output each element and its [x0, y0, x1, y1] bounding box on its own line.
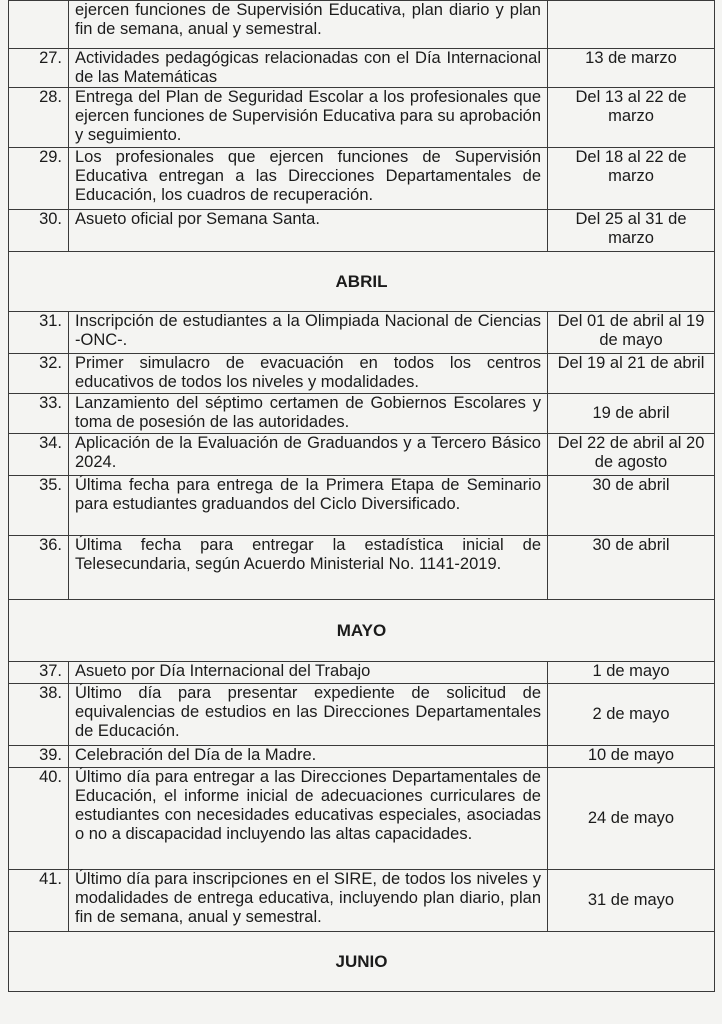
table-row	[9, 746, 715, 768]
row-number: 32.	[9, 354, 69, 394]
activity-date: Del 18 al 22 de marzo	[548, 148, 715, 210]
table-row	[9, 662, 715, 684]
activity-text: Inscripción de estudiantes a la Olimpiada Nacional de Ciencias -ONC-.	[69, 312, 548, 354]
table-row	[9, 148, 715, 210]
activity-date: Del 13 al 22 de marzo	[548, 88, 715, 148]
activity-date: 10 de mayo	[548, 746, 715, 768]
table-row	[9, 536, 715, 600]
activity-date: Del 19 al 21 de abril	[548, 354, 715, 394]
activities-table	[8, 0, 715, 992]
row-number: 37.	[9, 662, 69, 684]
activity-date: 1 de mayo	[548, 662, 715, 684]
row-number: 36.	[9, 536, 69, 600]
activity-text: Entrega del Plan de Seguridad Escolar a los profesionales que ejercen funciones de Supervisión Educativa para su aprobación y seguimiento.	[69, 88, 548, 148]
activity-text: Los profesionales que ejercen funciones de Supervisión Educativa entregan a las Direcciones Departamentales de Educación, los cuadros de recuperación.	[69, 148, 548, 210]
table-row	[9, 49, 715, 88]
activity-date: 19 de abril	[548, 394, 715, 434]
month-header-row	[9, 932, 715, 992]
table-row	[9, 434, 715, 476]
month-heading: ABRIL	[9, 252, 715, 312]
activity-text: Último día para inscripciones en el SIRE, de todos los niveles y modalidades de entrega educativa, incluyendo plan diario, plan fin de semana, anual y semestral.	[69, 870, 548, 932]
activity-date: 30 de abril	[548, 476, 715, 536]
activity-text: Última fecha para entregar la estadística inicial de Telesecundaria, según Acuerdo Ministerial No. 1141-2019.	[69, 536, 548, 600]
table-row	[9, 684, 715, 746]
row-number: 39.	[9, 746, 69, 768]
calendar-page	[8, 0, 714, 1024]
row-number: 31.	[9, 312, 69, 354]
table-row	[9, 768, 715, 870]
activity-date: 24 de mayo	[548, 768, 715, 870]
activity-date: 2 de mayo	[548, 684, 715, 746]
table-row	[9, 1, 715, 49]
activity-text: Asueto oficial por Semana Santa.	[69, 210, 548, 252]
activity-text: Asueto por Día Internacional del Trabajo	[69, 662, 548, 684]
row-number: 33.	[9, 394, 69, 434]
table-row	[9, 312, 715, 354]
table-row	[9, 394, 715, 434]
activity-text: ejercen funciones de Supervisión Educativa, plan diario y plan fin de semana, anual y semestral.	[69, 1, 548, 49]
activity-text: Último día para presentar expediente de solicitud de equivalencias de estudios en las Direcciones Departamentales de Educación.	[69, 684, 548, 746]
activity-text: Última fecha para entrega de la Primera Etapa de Seminario para estudiantes graduandos del Ciclo Diversificado.	[69, 476, 548, 536]
activity-text: Actividades pedagógicas relacionadas con el Día Internacional de las Matemáticas	[69, 49, 548, 88]
activity-date	[548, 1, 715, 49]
activity-text: Aplicación de la Evaluación de Graduandos y a Tercero Básico 2024.	[69, 434, 548, 476]
month-heading: MAYO	[9, 600, 715, 662]
row-number: 28.	[9, 88, 69, 148]
row-number: 30.	[9, 210, 69, 252]
row-number	[9, 1, 69, 49]
table-row	[9, 88, 715, 148]
activity-date: Del 01 de abril al 19 de mayo	[548, 312, 715, 354]
activity-text: Último día para entregar a las Direcciones Departamentales de Educación, el informe inicial de adecuaciones curriculares de estudiantes con necesidades educativas especiales, asociadas o no a discapacidad incluyendo las altas capacidades.	[69, 768, 548, 870]
activity-date: 13 de marzo	[548, 49, 715, 88]
table-row	[9, 210, 715, 252]
activity-text: Lanzamiento del séptimo certamen de Gobiernos Escolares y toma de posesión de las autoridades.	[69, 394, 548, 434]
table-row	[9, 354, 715, 394]
activity-text: Celebración del Día de la Madre.	[69, 746, 548, 768]
activity-date: 30 de abril	[548, 536, 715, 600]
activity-date: Del 22 de abril al 20 de agosto	[548, 434, 715, 476]
row-number: 27.	[9, 49, 69, 88]
table-row	[9, 870, 715, 932]
month-header-row	[9, 252, 715, 312]
activity-text: Primer simulacro de evacuación en todos los centros educativos de todos los niveles y modalidades.	[69, 354, 548, 394]
row-number: 38.	[9, 684, 69, 746]
month-heading: JUNIO	[9, 932, 715, 992]
row-number: 40.	[9, 768, 69, 870]
row-number: 41.	[9, 870, 69, 932]
row-number: 34.	[9, 434, 69, 476]
activity-date: 31 de mayo	[548, 870, 715, 932]
row-number: 35.	[9, 476, 69, 536]
table-row	[9, 476, 715, 536]
month-header-row	[9, 600, 715, 662]
activity-date: Del 25 al 31 de marzo	[548, 210, 715, 252]
row-number: 29.	[9, 148, 69, 210]
